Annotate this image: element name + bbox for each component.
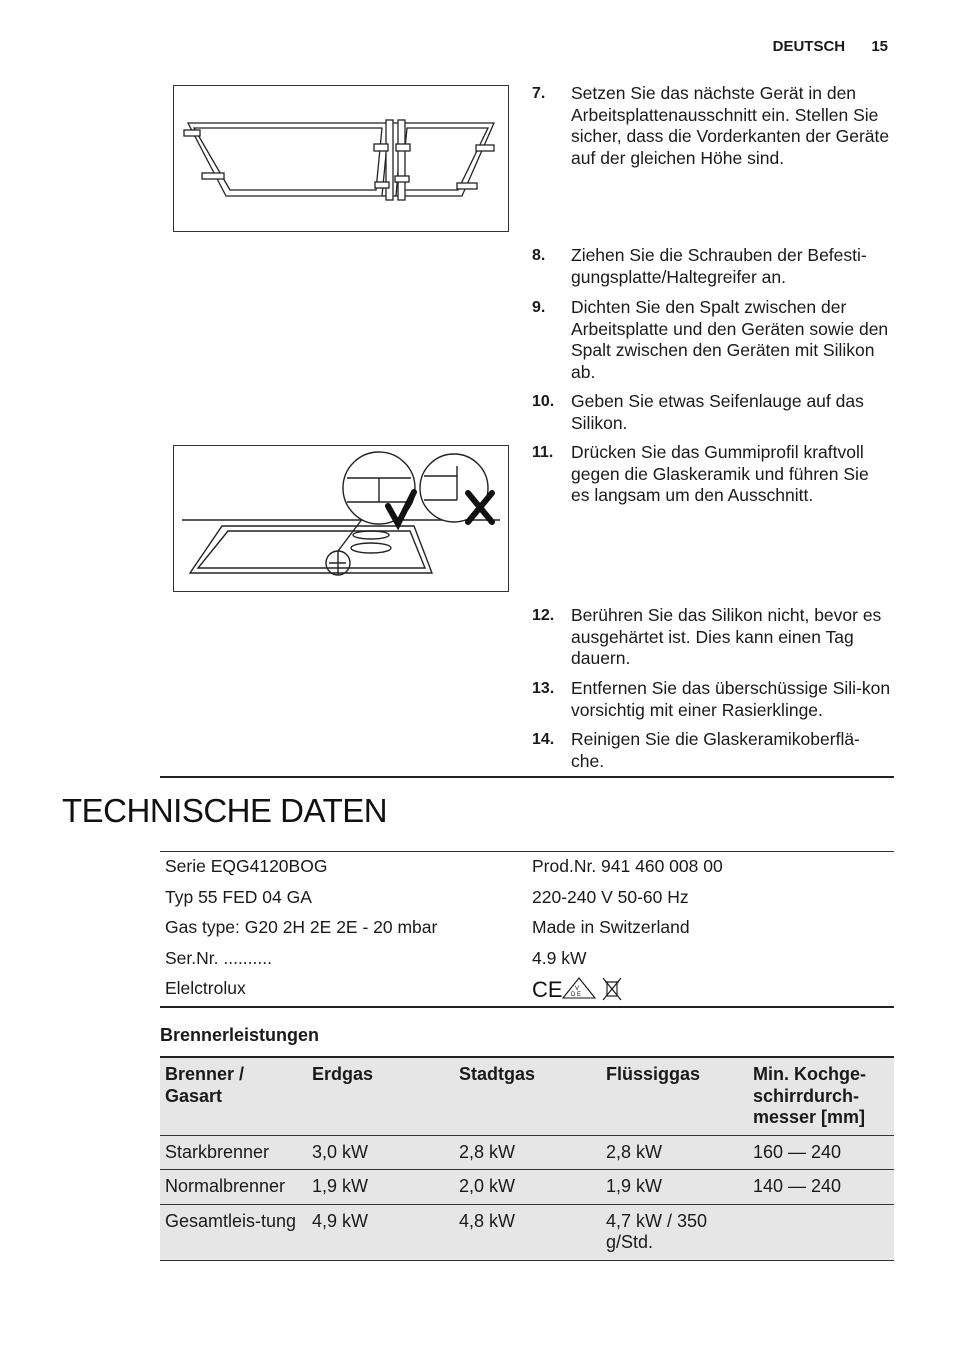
- step-text: Setzen Sie das nächste Gerät in den Arbeitsplattenausschnitt ein. Stellen Sie sicher, dass die Vorderkanten der Geräte auf der gleichen Höhe sind.: [571, 83, 890, 168]
- header-language: DEUTSCH: [772, 38, 846, 55]
- certification-marks: [532, 976, 628, 1007]
- page-header: [751, 38, 888, 55]
- spec-right: 220-240 V 50-60 Hz: [532, 886, 689, 907]
- table-cell: 160 — 240: [748, 1135, 894, 1170]
- spec-left: Typ 55 FED 04 GA: [165, 886, 312, 907]
- step-number: 14.: [532, 731, 555, 748]
- step-number: 13.: [532, 680, 555, 697]
- section-divider: [160, 776, 894, 778]
- figure-appliances-cutout: [173, 85, 509, 232]
- table-cell: 2,0 kW: [454, 1170, 601, 1205]
- spec-right: Made in Switzerland: [532, 917, 690, 937]
- table-row: [160, 1135, 894, 1170]
- silicone-seal-illustration: [174, 446, 508, 591]
- spec-left: Serie EQG4120BOG: [165, 856, 328, 876]
- step-number: 7.: [532, 85, 546, 102]
- weee-bin-icon: [603, 978, 621, 1000]
- step-text: Drücken Sie das Gummiprofil kraftvoll gegen die Glaskeramik und führen Sie es langsam um den Ausschnitt.: [571, 442, 869, 505]
- header-cell: Flüssiggas: [601, 1057, 748, 1135]
- table-cell: 4,9 kW: [307, 1204, 454, 1260]
- spec-left: Ser.Nr. ..........: [165, 947, 272, 968]
- table-cell: 2,8 kW: [454, 1135, 601, 1170]
- step-text: Reinigen Sie die Glaskeramikoberflä-che.: [571, 729, 860, 771]
- section-title: TECHNISCHE DATEN: [62, 792, 388, 829]
- header-cell: Min. Kochge-schirrdurch-messer [mm]: [748, 1057, 894, 1135]
- svg-text:D E: D E: [571, 992, 582, 998]
- table-cell: 4,8 kW: [454, 1204, 601, 1260]
- table-row: [160, 1170, 894, 1205]
- spec-left: Gas type: G20 2H 2E 2E - 20 mbar: [165, 917, 438, 937]
- table-cell: 1,9 kW: [601, 1170, 748, 1205]
- spec-row: [160, 883, 894, 914]
- step-number: 12.: [532, 607, 555, 624]
- header-cell: Brenner / Gasart: [160, 1057, 307, 1135]
- spec-table: [160, 851, 894, 1008]
- burner-section-title: Brennerleistungen: [160, 1025, 320, 1045]
- ce-mark-icon: [532, 977, 563, 1002]
- page-number: 15: [871, 38, 888, 55]
- step-number: 9.: [532, 299, 546, 316]
- table-header-row: [160, 1057, 894, 1135]
- table-cell: 3,0 kW: [307, 1135, 454, 1170]
- step-text: Entfernen Sie das überschüssige Sili-kon vorsichtig mit einer Rasierklinge.: [571, 678, 891, 720]
- step-text: Geben Sie etwas Seifenlauge auf das Silikon.: [571, 391, 864, 433]
- table-cell: Starkbrenner: [160, 1135, 307, 1170]
- burner-table: [160, 1056, 894, 1261]
- step-number: 11.: [532, 444, 554, 461]
- step-number: 8.: [532, 247, 546, 264]
- table-cell: 1,9 kW: [307, 1170, 454, 1205]
- spec-row: [160, 974, 894, 1006]
- step-text: Dichten Sie den Spalt zwischen der Arbeitsplatte und den Geräten sowie den Spalt zwischen den Geräten mit Silikon ab.: [571, 297, 889, 382]
- vde-mark-icon: [563, 978, 595, 998]
- table-cell: 140 — 240: [748, 1170, 894, 1205]
- svg-text:V: V: [575, 986, 580, 992]
- table-cell: [748, 1204, 894, 1260]
- step-number: 10.: [532, 393, 555, 410]
- spec-right: Prod.Nr. 941 460 008 00: [532, 856, 723, 876]
- spec-row: [160, 913, 894, 944]
- ce-mark-text: CE: [532, 977, 563, 1002]
- figure-silicone-seal: [173, 445, 509, 592]
- table-row: [160, 1204, 894, 1260]
- header-cell: Erdgas: [307, 1057, 454, 1135]
- spec-right: 4.9 kW: [532, 947, 587, 968]
- table-cell: Normalbrenner: [160, 1170, 307, 1205]
- header-cell: Stadtgas: [454, 1057, 601, 1135]
- spec-row: [160, 852, 894, 883]
- table-cell: 2,8 kW: [601, 1135, 748, 1170]
- step-text: Berühren Sie das Silikon nicht, bevor es ausgehärtet ist. Dies kann einen Tag dauern.: [571, 605, 882, 668]
- step-text: Ziehen Sie die Schrauben der Befesti-gungsplatte/Haltegreifer an.: [571, 245, 867, 287]
- table-cell: Gesamtleis-tung: [160, 1204, 307, 1260]
- spec-left: Elelctrolux: [165, 978, 246, 998]
- spec-row: [160, 944, 894, 975]
- appliances-cutout-illustration: [174, 86, 508, 231]
- table-cell: 4,7 kW / 350 g/Std.: [601, 1204, 748, 1260]
